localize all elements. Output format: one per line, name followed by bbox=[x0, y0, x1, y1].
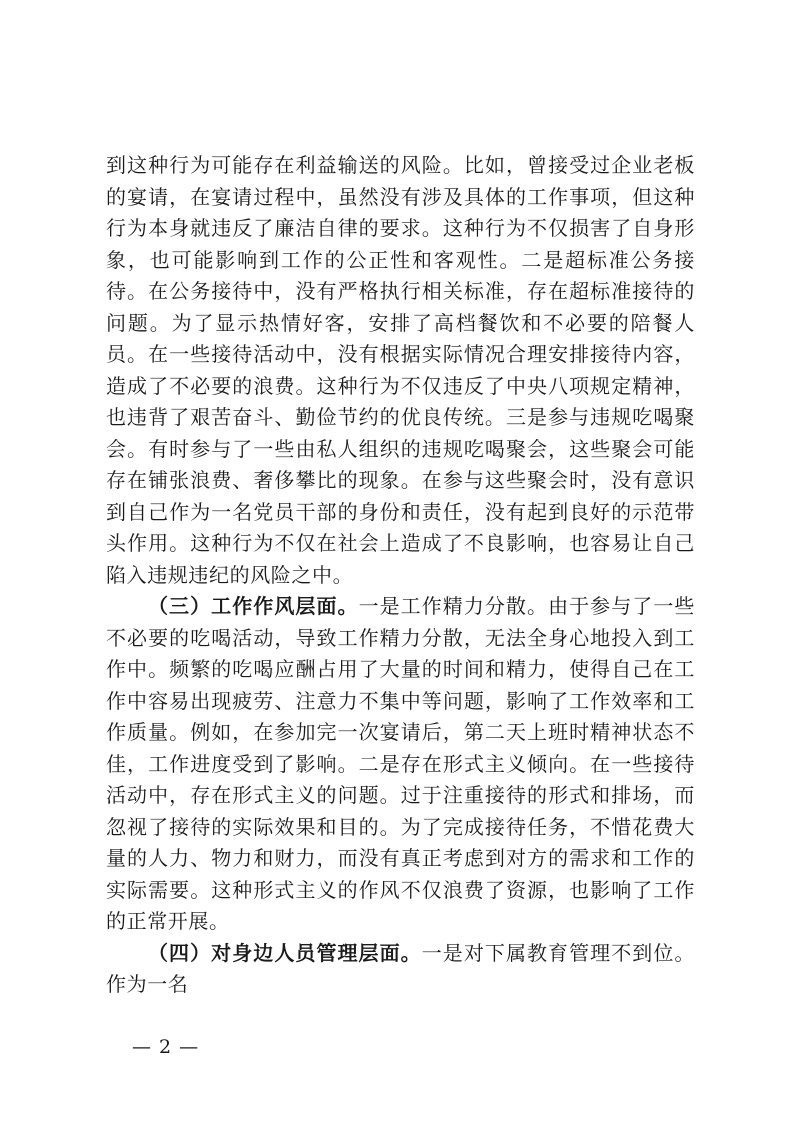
paragraph-staff-management bbox=[106, 938, 695, 1001]
section-heading-staff-management: （四）对身边人员管理层面。 bbox=[148, 940, 422, 965]
paragraph-continuation bbox=[106, 150, 695, 591]
section-heading-work-style: （三）工作作风层面。 bbox=[148, 594, 359, 618]
paragraph-text: 一是工作精力分散。由于参与了一些不必要的吃喝活动，导致工作精力分散，无法全身心地投入到工作中。频繁的吃喝应酬占用了大量的时间和精力，使得自己在工作中容易出现疲劳、注意力不集中等问题，影响了工作效率和工作质量。例如，在参加完一次宴请后，第二天上班时精神状态不佳，工作进度受到了影响。二是存在形式主义倾向。在一些接待活动中，存在形式主义的问题。过于注重接待的形式和排场，而忽视了接待的实际效果和目的。为了完成接待任务，不惜花费大量的人力、物力和财力，而没有真正考虑到对方的需求和工作的实际需要。这种形式主义的作风不仅浪费了资源，也影响了工作的正常开展。 bbox=[106, 594, 695, 933]
paragraph-text: 一是对下属教育管理不到位。作为一名 bbox=[106, 940, 695, 996]
paragraph-work-style bbox=[106, 591, 695, 938]
document-body bbox=[106, 150, 695, 1001]
paragraph-text: 到这种行为可能存在利益输送的风险。比如，曾接受过企业老板的宴请，在宴请过程中，虽然没有涉及具体的工作事项，但这种行为本身就违反了廉洁自律的要求。这种行为不仅损害了自身形象，也可能影响到工作的公正性和客观性。二是超标准公务接待。在公务接待中，没有严格执行相关标准，存在超标准接待的问题。为了显示热情好客，安排了高档餐饮和不必要的陪餐人员。在一些接待活动中，没有根据实际情况合理安排接待内容，造成了不必要的浪费。这种行为不仅违反了中央八项规定精神，也违背了艰苦奋斗、勤俭节约的优良传统。三是参与违规吃喝聚会。有时参与了一些由私人组织的违规吃喝聚会，这些聚会可能存在铺张浪费、奢侈攀比的现象。在参与这些聚会时，没有意识到自己作为一名党员干部的身份和责任，没有起到良好的示范带头作用。这种行为不仅在社会上造成了不良影响，也容易让自己陷入违规违纪的风险之中。 bbox=[106, 153, 695, 587]
page-number: — 2 — bbox=[132, 1036, 200, 1058]
